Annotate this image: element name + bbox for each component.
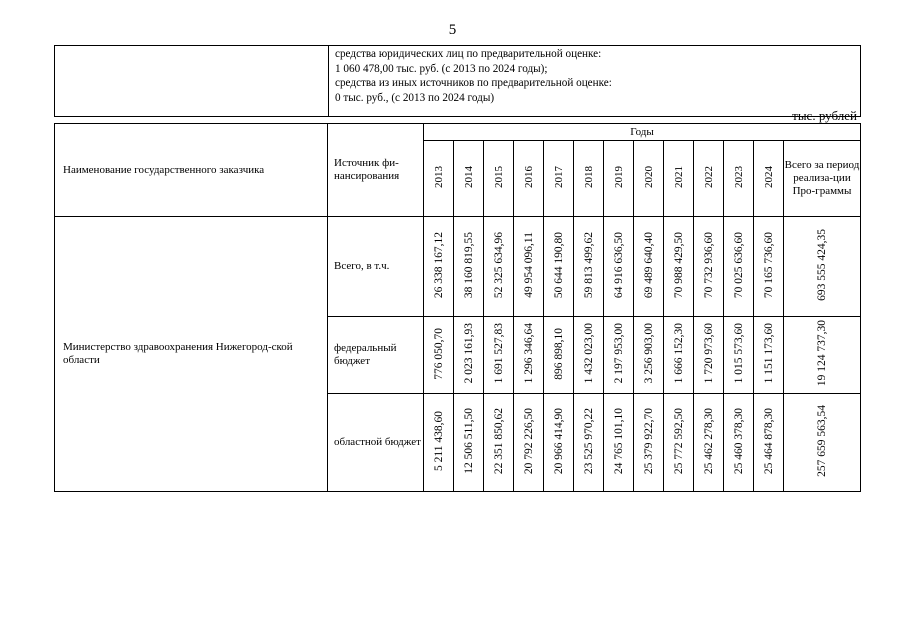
note-line: средства юридических лиц по предварительной оценке: (335, 48, 602, 60)
value-cell: 70 732 936,60 (694, 217, 724, 317)
year-header: 2022 (694, 141, 724, 217)
value-cell: 22 351 850,62 (484, 394, 514, 492)
value-cell: 25 464 878,30 (754, 394, 784, 492)
value-cell: 1 720 973,60 (694, 317, 724, 394)
value-cell: 2 197 953,00 (604, 317, 634, 394)
year-header: 2023 (724, 141, 754, 217)
value-cell: 25 379 922,70 (634, 394, 664, 492)
table-row (55, 217, 861, 317)
value-cell: 20 966 414,90 (544, 394, 574, 492)
value-cell: 59 813 499,62 (574, 217, 604, 317)
year-header: 2024 (754, 141, 784, 217)
note-line: 0 тыс. руб., (с 2013 по 2024 годы) (335, 91, 495, 104)
value-cell: 896 898,10 (544, 317, 574, 394)
value-cell: 23 525 970,22 (574, 394, 604, 492)
value-cell: 3 256 903,00 (634, 317, 664, 394)
header-source: Источник фи-нансирования (328, 124, 424, 217)
value-cell: 49 954 096,11 (514, 217, 544, 317)
value-cell: 70 165 736,60 (754, 217, 784, 317)
year-header: 2016 (514, 141, 544, 217)
total-cell: 693 555 424,35 (784, 217, 861, 317)
value-cell: 1 296 346,64 (514, 317, 544, 394)
value-cell: 70 988 429,50 (664, 217, 694, 317)
value-cell: 25 772 592,50 (664, 394, 694, 492)
value-cell: 38 160 819,55 (454, 217, 484, 317)
value-cell: 5 211 438,60 (424, 394, 454, 492)
year-header: 2014 (454, 141, 484, 217)
note-line: 1 060 478,00 тыс. руб. (с 2013 по 2024 годы); (335, 62, 548, 75)
value-cell: 1 015 573,60 (724, 317, 754, 394)
year-header: 2021 (664, 141, 694, 217)
total-cell: 257 659 563,54 (784, 394, 861, 492)
value-cell: 70 025 636,60 (724, 217, 754, 317)
source-cell: областной бюджет (328, 394, 424, 492)
notes-left-cell (55, 46, 329, 116)
year-header: 2018 (574, 141, 604, 217)
customer-name: Министерство здравоохранения Нижегород-ской области (55, 217, 328, 492)
page-number: 5 (448, 22, 457, 38)
value-cell: 1 151 173,60 (754, 317, 784, 394)
source-cell: федеральный бюджет (328, 317, 424, 394)
value-cell: 25 460 378,30 (724, 394, 754, 492)
funding-notes-block (54, 45, 861, 117)
year-header: 2020 (634, 141, 664, 217)
value-cell: 20 792 226,50 (514, 394, 544, 492)
header-years: Годы (424, 124, 861, 141)
value-cell: 1 666 152,30 (664, 317, 694, 394)
value-cell: 26 338 167,12 (424, 217, 454, 317)
year-header: 2015 (484, 141, 514, 217)
funding-table (54, 123, 861, 492)
value-cell: 50 644 190,80 (544, 217, 574, 317)
header-customer: Наименование государственного заказчика (55, 124, 328, 217)
value-cell: 25 462 278,30 (694, 394, 724, 492)
value-cell: 1 691 527,83 (484, 317, 514, 394)
value-cell: 52 325 634,96 (484, 217, 514, 317)
funding-notes (335, 47, 855, 105)
header-total: Всего за период реализа-ции Про-граммы (784, 141, 861, 217)
units-label: тыс. рублей (792, 108, 857, 123)
value-cell: 12 506 511,50 (454, 394, 484, 492)
value-cell: 64 916 636,50 (604, 217, 634, 317)
year-header: 2019 (604, 141, 634, 217)
value-cell: 776 050,70 (424, 317, 454, 394)
value-cell: 1 432 023,00 (574, 317, 604, 394)
value-cell: 2 023 161,93 (454, 317, 484, 394)
note-line: средства из иных источников по предварительной оценке: (335, 77, 612, 90)
value-cell: 24 765 101,10 (604, 394, 634, 492)
value-cell: 69 489 640,40 (634, 217, 664, 317)
year-header: 2013 (424, 141, 454, 217)
total-cell: 19 124 737,30 (784, 317, 861, 394)
year-header: 2017 (544, 141, 574, 217)
source-cell: Всего, в т.ч. (328, 217, 424, 317)
